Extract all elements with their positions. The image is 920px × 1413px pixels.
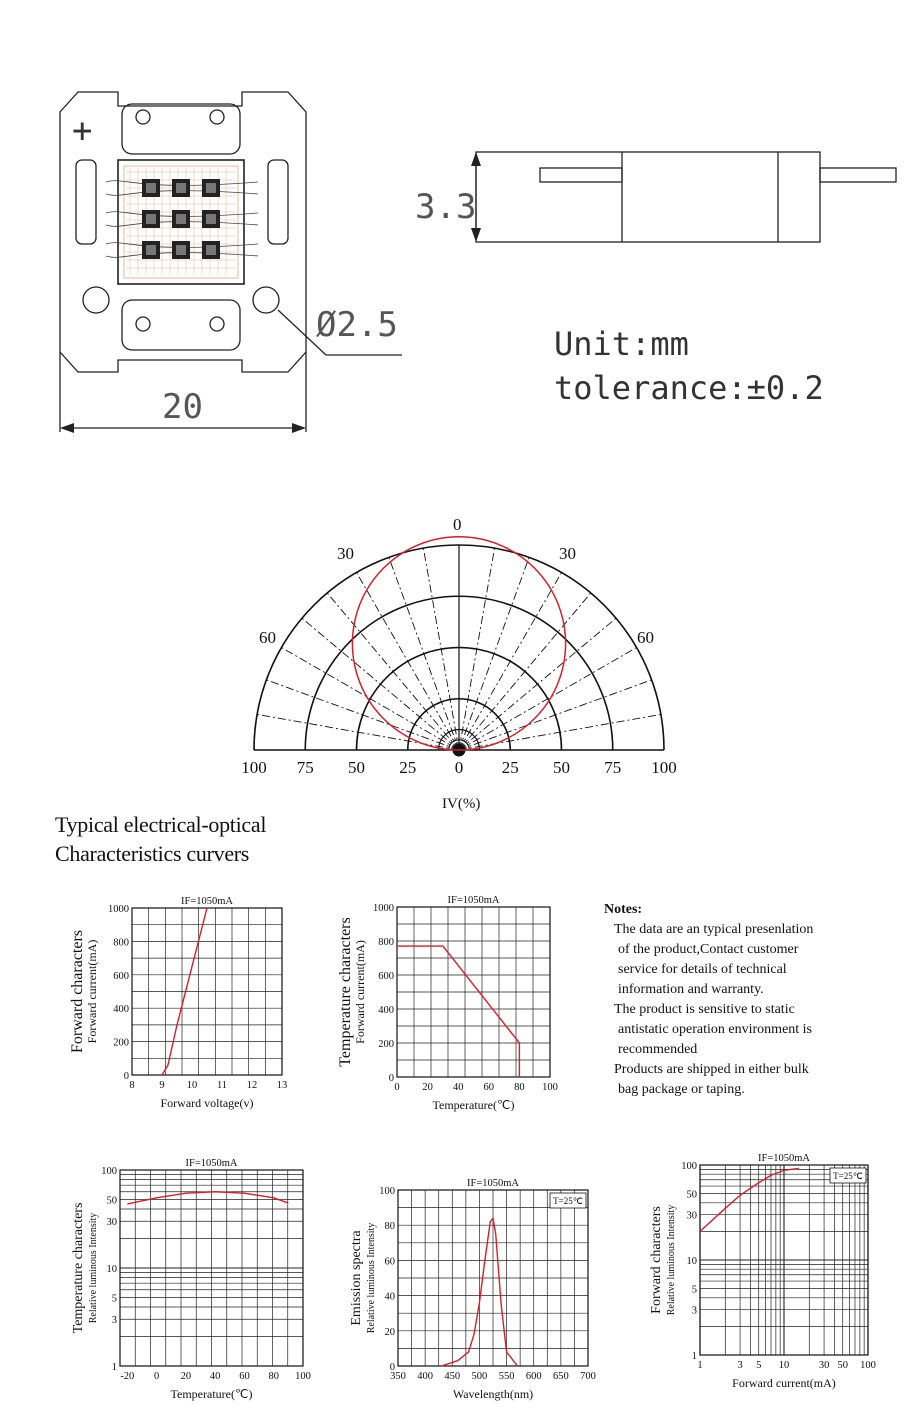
y-tick-label: 50 xyxy=(686,1189,697,1201)
notes-line: The data are an typical presenlation xyxy=(614,922,814,937)
width-dimension-label: 20 xyxy=(162,387,203,427)
polar-radial-tick: 75 xyxy=(604,758,622,777)
notes-line: service for details of technical xyxy=(618,962,787,977)
x-tick-label: 60 xyxy=(483,1082,495,1093)
x-tick-label: 350 xyxy=(390,1371,406,1382)
x-tick-label: 5 xyxy=(756,1360,762,1371)
y-tick-label: 1000 xyxy=(373,903,394,914)
x-tick-label: 10 xyxy=(778,1360,790,1371)
y-tick-label: 80 xyxy=(384,1221,395,1233)
y-tick-label: 40 xyxy=(384,1291,395,1303)
chart-title: IF=1050mA xyxy=(180,896,234,907)
y-axis-sublabel: Forward current(mA) xyxy=(353,940,367,1044)
x-tick-label: 11 xyxy=(216,1080,228,1091)
data-series-line xyxy=(397,946,519,1077)
chart-3 xyxy=(71,1158,311,1401)
tolerance-label: tolerance:±0.2 xyxy=(554,369,824,407)
y-tick-label: 3 xyxy=(691,1305,697,1317)
x-tick-label: 9 xyxy=(159,1080,165,1091)
y-tick-label: 30 xyxy=(106,1217,117,1229)
x-tick-label: 100 xyxy=(542,1082,558,1093)
notes-line: The product is sensitive to static xyxy=(614,1002,795,1017)
x-axis-label: Forward current(mA) xyxy=(732,1376,836,1390)
y-axis-label: Emission spectra xyxy=(349,1230,364,1326)
y-tick-label: 0 xyxy=(123,1071,129,1082)
y-axis-sublabel: Relative luminous Intensity xyxy=(366,1222,377,1334)
y-tick-label: 0 xyxy=(388,1073,394,1084)
x-tick-label: 400 xyxy=(417,1371,434,1382)
x-tick-label: 100 xyxy=(860,1360,876,1371)
notes-line: information and warranty. xyxy=(618,982,764,997)
x-tick-label: 3 xyxy=(737,1360,743,1371)
section-heading-line2: Characteristics curvers xyxy=(55,841,250,866)
chart-title: IF=1050mA xyxy=(466,1178,520,1189)
x-axis-label: Forward voltage(v) xyxy=(160,1096,254,1110)
x-tick-label: 40 xyxy=(452,1082,464,1093)
y-tick-label: 0 xyxy=(389,1362,395,1373)
y-tick-label: 60 xyxy=(384,1256,395,1268)
y-tick-label: 30 xyxy=(686,1210,697,1222)
y-tick-label: 5 xyxy=(111,1293,117,1305)
x-tick-label: 60 xyxy=(239,1371,250,1382)
chart-title: IF=1050mA xyxy=(185,1158,238,1169)
polar-angle-30-left: 30 xyxy=(337,544,354,563)
y-tick-label: 5 xyxy=(691,1284,697,1296)
y-axis-label: Forward characters xyxy=(649,1206,664,1314)
y-tick-label: 10 xyxy=(106,1264,117,1275)
chart-annotation: T=25℃ xyxy=(553,1196,583,1206)
polar-angle-60-left: 60 xyxy=(259,628,276,647)
notes-line: Products are shipped in either bulk xyxy=(614,1062,809,1077)
unit-label: Unit:mm xyxy=(554,325,689,363)
polar-radial-tick: 50 xyxy=(553,758,570,777)
y-axis-label: Forward characters xyxy=(69,929,86,1054)
chart-title: IF=1050mA xyxy=(757,1153,811,1164)
chart-5 xyxy=(649,1153,876,1390)
polar-radial-tick: 75 xyxy=(296,758,314,777)
notes-line: bag package or taping. xyxy=(618,1082,745,1097)
y-tick-label: 400 xyxy=(113,1004,129,1016)
x-axis-label: Temperature(℃) xyxy=(432,1098,515,1112)
polar-radial-tick: 25 xyxy=(501,758,519,777)
y-axis-sublabel: Forward current(mA) xyxy=(85,939,99,1044)
y-axis-label: Temperature characters xyxy=(337,917,354,1067)
x-tick-label: 80 xyxy=(268,1371,279,1382)
y-tick-label: 200 xyxy=(378,1039,394,1050)
x-tick-label: 0 xyxy=(394,1082,400,1093)
notes-line: recommended xyxy=(618,1042,698,1057)
x-tick-label: 8 xyxy=(129,1080,135,1091)
x-tick-label: 12 xyxy=(246,1080,258,1091)
section-heading-line1: Typical electrical-optical xyxy=(55,812,267,837)
x-tick-label: 50 xyxy=(837,1360,848,1371)
x-tick-label: 500 xyxy=(471,1371,488,1382)
y-tick-label: 200 xyxy=(113,1037,129,1049)
x-axis-label: Temperature(℃) xyxy=(170,1387,253,1401)
hole-dimension-label: Ø2.5 xyxy=(316,305,398,345)
x-tick-label: 100 xyxy=(295,1371,311,1382)
x-axis-label: Wavelength(nm) xyxy=(452,1387,534,1401)
chart-2 xyxy=(337,895,558,1112)
height-dimension-label: 3.3 xyxy=(415,187,477,227)
x-tick-label: 40 xyxy=(209,1371,221,1382)
y-axis-sublabel: Relative luminous Intensity xyxy=(88,1212,99,1324)
polar-angle-30-right: 30 xyxy=(559,544,576,563)
x-tick-label: 1 xyxy=(697,1360,703,1371)
polar-radial-tick: 0 xyxy=(454,758,464,777)
y-tick-label: 100 xyxy=(681,1161,697,1172)
x-tick-label: 450 xyxy=(444,1371,461,1382)
y-tick-label: 20 xyxy=(384,1326,395,1338)
y-tick-label: 800 xyxy=(378,937,394,948)
notes-line: antistatic operation environment is xyxy=(618,1022,813,1037)
x-tick-label: 80 xyxy=(514,1082,525,1093)
x-tick-label: 13 xyxy=(276,1080,288,1091)
data-series-line xyxy=(127,1192,288,1204)
polar-radial-tick: 100 xyxy=(241,758,267,777)
y-tick-label: 600 xyxy=(378,971,394,982)
y-tick-label: 100 xyxy=(101,1166,117,1177)
chart-title: IF=1050mA xyxy=(447,895,500,906)
x-tick-label: -20 xyxy=(120,1371,135,1382)
y-tick-label: 3 xyxy=(111,1315,117,1327)
y-tick-label: 400 xyxy=(378,1005,394,1016)
x-tick-label: 20 xyxy=(180,1371,192,1382)
y-tick-label: 1 xyxy=(111,1362,117,1373)
y-tick-label: 800 xyxy=(113,937,129,949)
x-tick-label: 0 xyxy=(153,1371,160,1382)
y-axis-label: Temperature characters xyxy=(71,1202,86,1334)
polar-angle-60-right: 60 xyxy=(637,628,654,647)
chart-4 xyxy=(349,1178,596,1401)
x-tick-label: 20 xyxy=(422,1082,433,1093)
x-tick-label: 600 xyxy=(525,1371,542,1382)
x-tick-label: 650 xyxy=(552,1371,569,1382)
plus-terminal-mark: + xyxy=(72,111,93,151)
y-tick-label: 1000 xyxy=(108,904,129,915)
y-tick-label: 10 xyxy=(686,1256,697,1267)
chart-1 xyxy=(69,896,287,1110)
y-axis-sublabel: Relative luminous Intensity xyxy=(666,1204,677,1316)
polar-xlabel: IV(%) xyxy=(442,796,481,812)
y-tick-label: 50 xyxy=(106,1195,117,1207)
y-tick-label: 600 xyxy=(113,970,129,982)
y-tick-label: 100 xyxy=(379,1186,395,1197)
x-tick-label: 10 xyxy=(186,1080,198,1091)
x-tick-label: 700 xyxy=(580,1371,596,1382)
y-tick-label: 1 xyxy=(691,1351,697,1362)
polar-angle-0: 0 xyxy=(453,515,462,534)
notes-line: of the product,Contact customer xyxy=(618,942,799,957)
notes-title: Notes: xyxy=(604,902,643,917)
chart-annotation: T=25℃ xyxy=(833,1171,863,1181)
polar-radial-tick: 50 xyxy=(348,758,365,777)
x-tick-label: 30 xyxy=(818,1360,830,1371)
polar-radial-tick: 100 xyxy=(651,758,677,777)
x-tick-label: 550 xyxy=(498,1371,515,1382)
polar-radial-tick: 25 xyxy=(399,758,417,777)
